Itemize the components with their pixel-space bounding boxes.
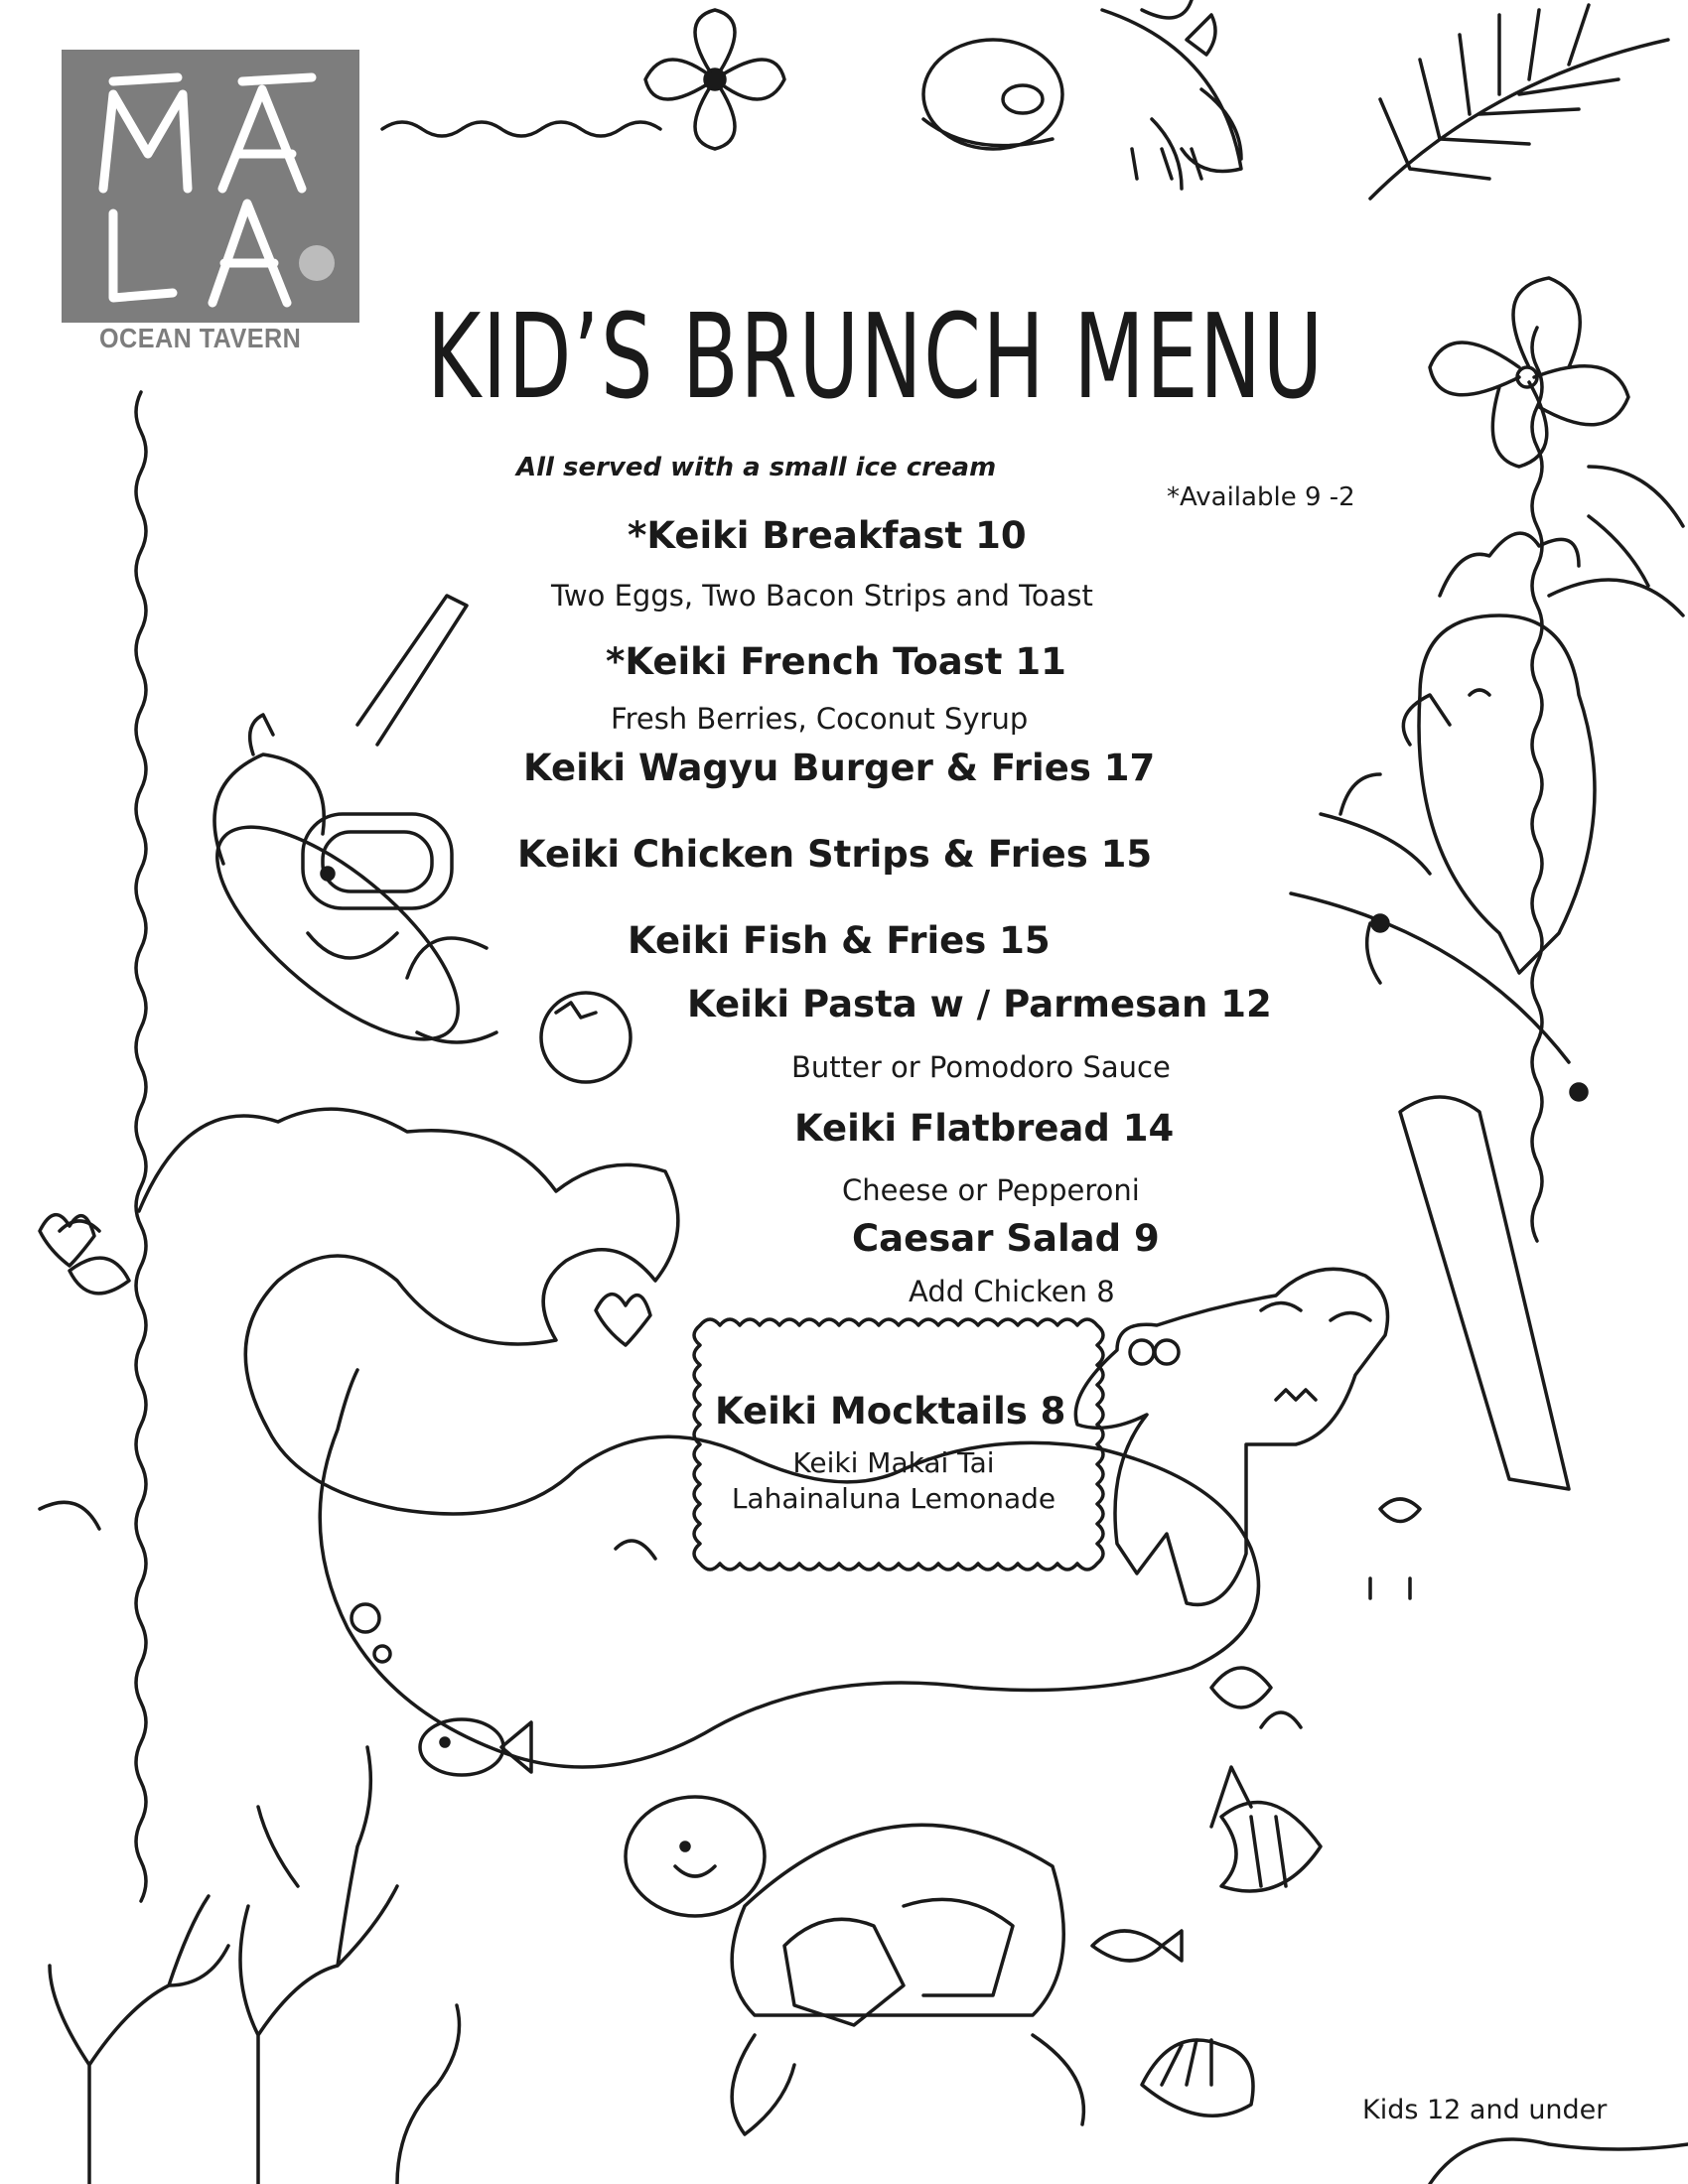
logo-caption: OCEAN TAVERN [99, 323, 302, 353]
turtle-icon [626, 1797, 1083, 2134]
fish-striped-icon [1211, 1767, 1321, 1891]
heart-splash-2-icon [596, 1295, 650, 1345]
menu-item-name: Keiki Fish & Fries 15 [628, 919, 1051, 962]
menu-title: KID’S BRUNCH MENU [427, 288, 1325, 425]
mocktails-box [685, 1315, 1102, 1569]
bubble-icon [352, 1604, 379, 1632]
menu-item-name: Keiki Flatbread 14 [794, 1107, 1175, 1150]
mocktails-title: Keiki Mocktails 8 [715, 1390, 1066, 1433]
hibiscus-right-icon [1430, 278, 1628, 467]
menu-item-name: Keiki Chicken Strips & Fries 15 [517, 833, 1153, 876]
mocktail-drink: Lahainaluna Lemonade [731, 1482, 1056, 1515]
parrot-icon [1291, 533, 1595, 1100]
flower-top-left-icon [645, 10, 784, 149]
leaf-top-corner-icon [1142, 0, 1215, 55]
fish-tiny-icon [1092, 1931, 1182, 1961]
menu-item-desc: Two Eggs, Two Bacon Strips and Toast [551, 579, 1093, 613]
wavy-border-left [136, 392, 146, 1901]
fish-small-icon [420, 1719, 531, 1775]
wavy-border-top [382, 122, 660, 136]
splash-drop-icon [1211, 1668, 1301, 1727]
menu-item-name: Keiki Wagyu Burger & Fries 17 [523, 747, 1156, 789]
sand-wave-icon [1430, 2139, 1688, 2184]
palm-leaf-icon [1370, 5, 1668, 199]
flower-top-middle-icon [923, 40, 1062, 149]
menu-item-desc: Butter or Pomodoro Sauce [791, 1050, 1171, 1084]
coral-icon [50, 1747, 460, 2184]
crocodile-icon [1075, 1097, 1569, 1604]
menu-item-name: *Keiki French Toast 11 [606, 640, 1066, 683]
logo-letters-icon [73, 60, 352, 318]
menu-item-desc: Fresh Berries, Coconut Syrup [611, 702, 1029, 736]
menu-item-name: Keiki Pasta w / Parmesan 12 [687, 983, 1272, 1025]
availability-note: *Available 9 -2 [1167, 482, 1355, 512]
menu-item-desc: Add Chicken 8 [909, 1275, 1115, 1308]
bubble-small-icon [374, 1646, 390, 1662]
menu-item-name: Caesar Salad 9 [852, 1217, 1160, 1260]
age-note: Kids 12 and under [1362, 2095, 1608, 2125]
menu-item-name: *Keiki Breakfast 10 [628, 514, 1027, 557]
monstera-leaf-icon [1102, 10, 1241, 189]
wavy-border-right [1532, 328, 1542, 1241]
shell-icon [1142, 2040, 1253, 2116]
logo [62, 50, 359, 357]
menu-subtitle: All served with a small ice cream [516, 453, 997, 482]
mocktail-drink: Keiki Makai Tai [792, 1446, 995, 1479]
menu-item-desc: Cheese or Pepperoni [842, 1173, 1140, 1207]
